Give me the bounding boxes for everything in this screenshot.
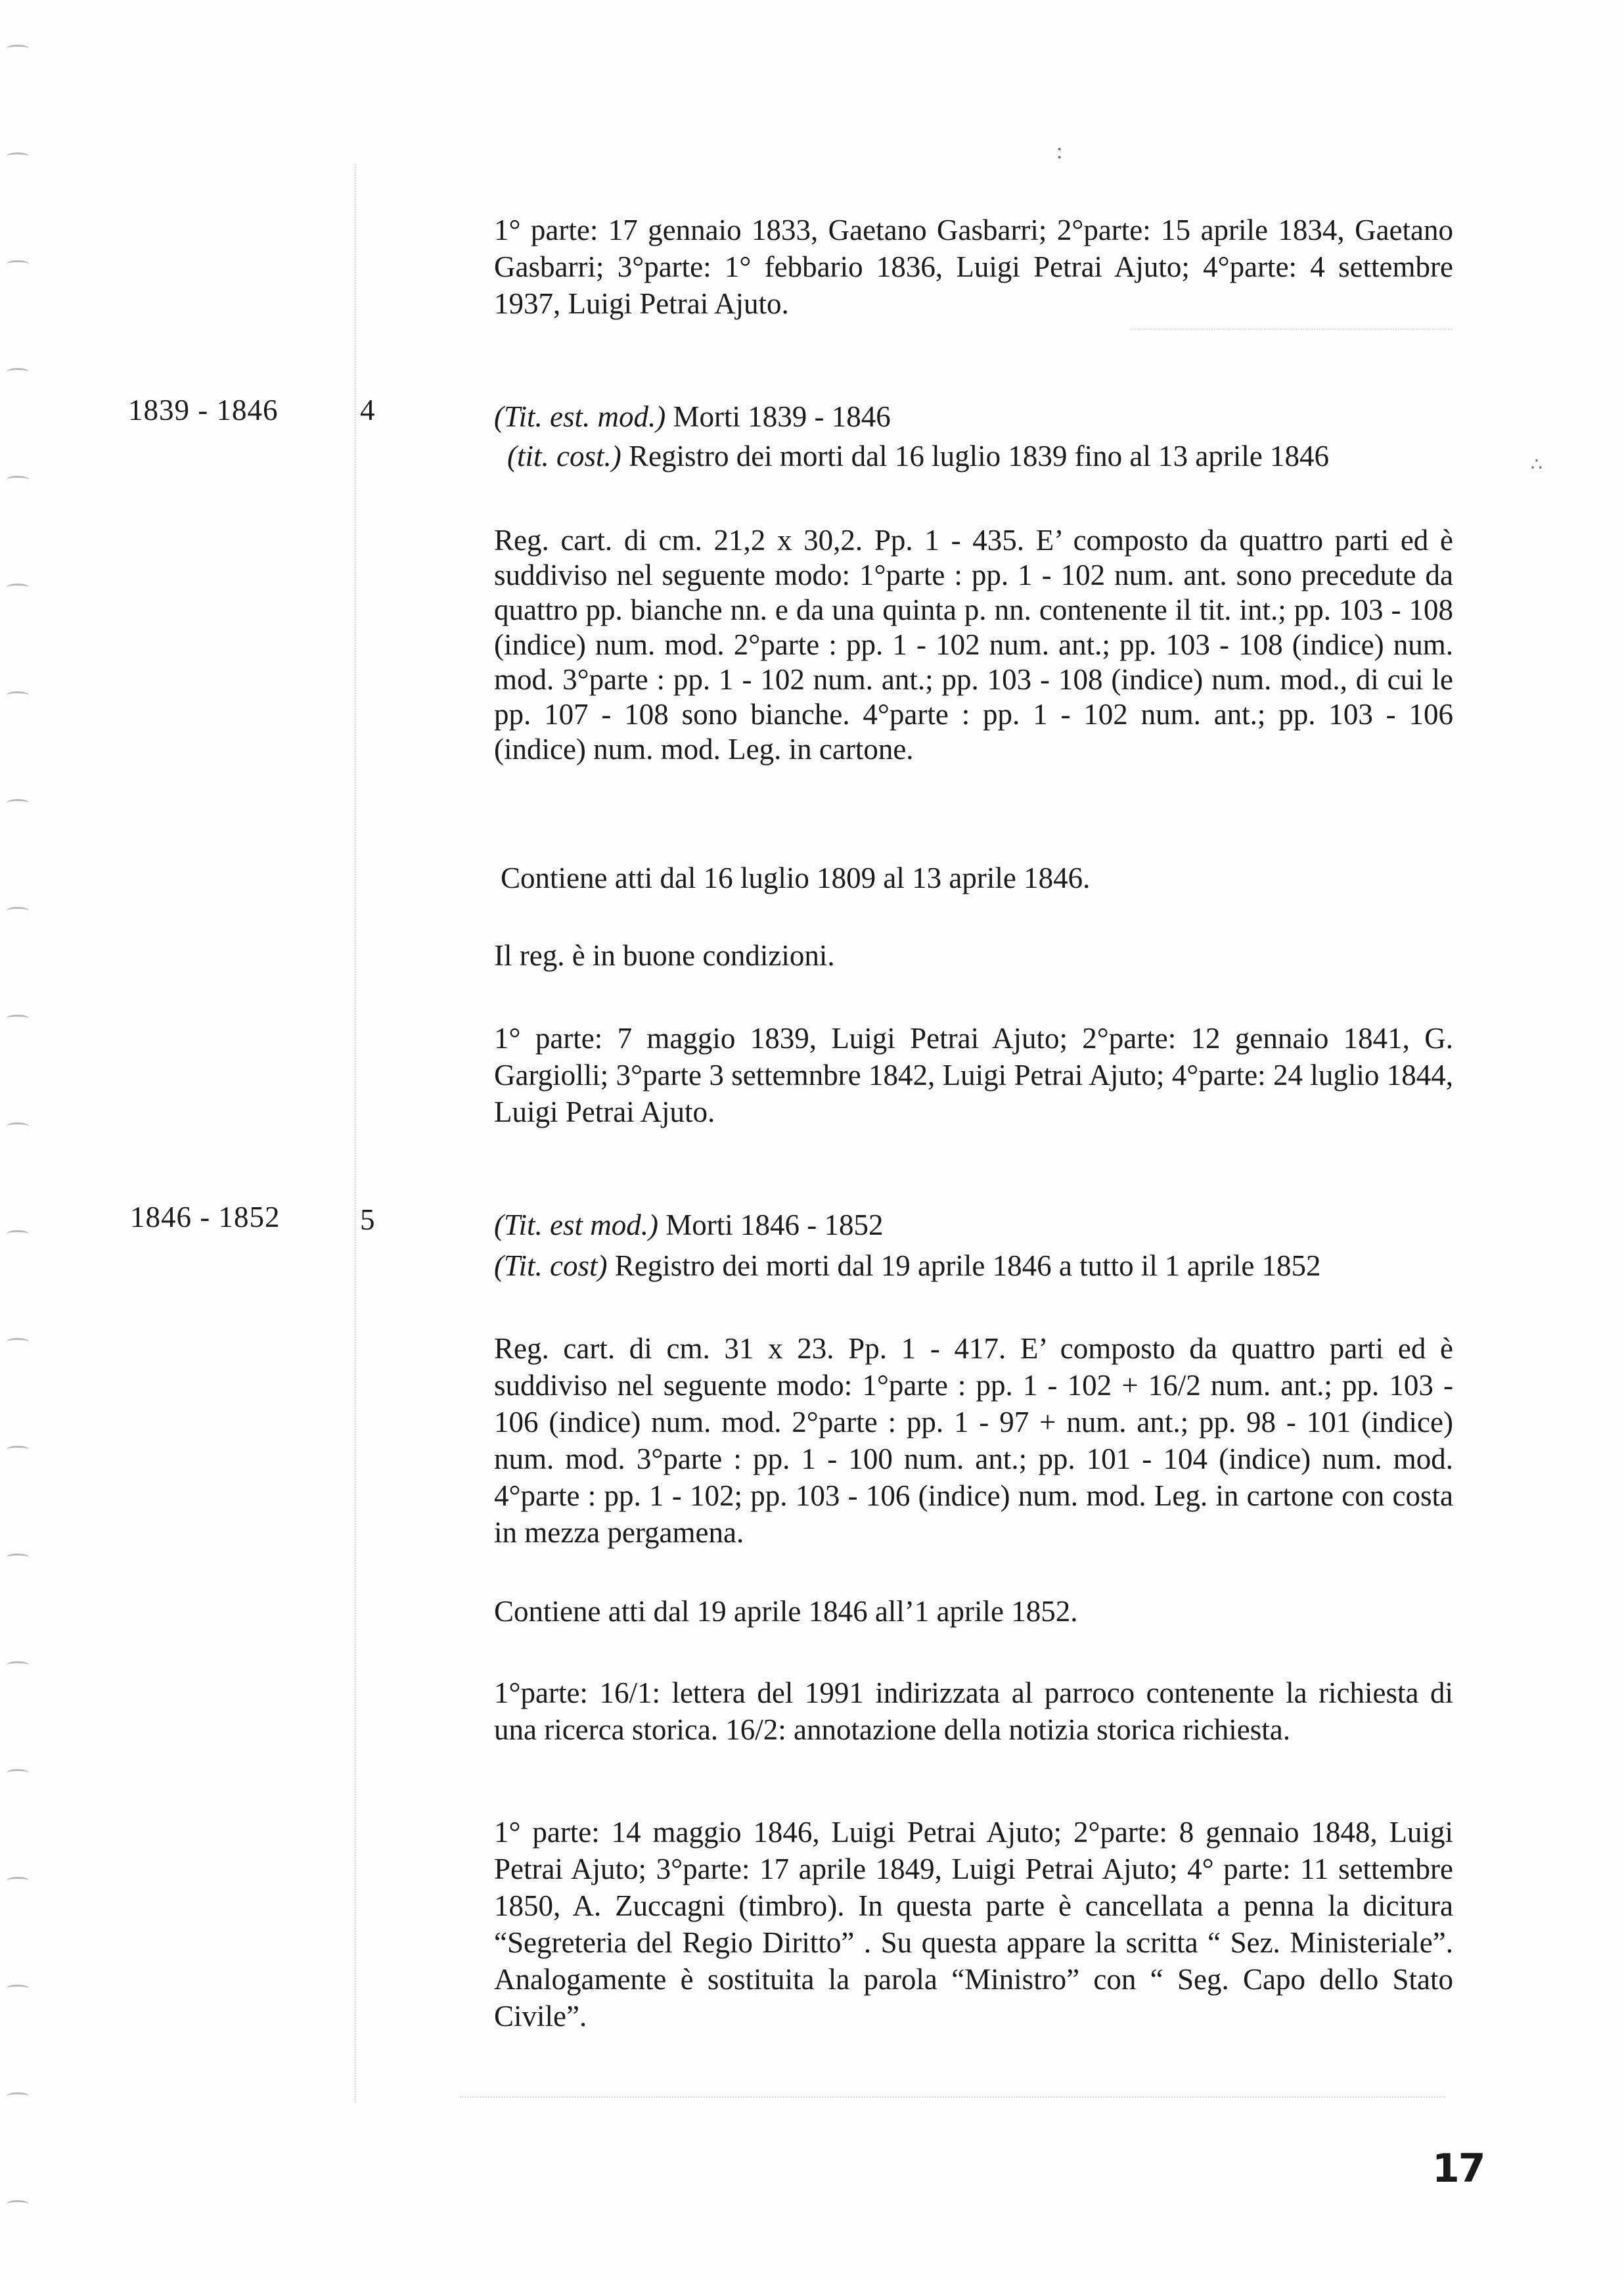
entry-signatures: 1° parte: 7 maggio 1839, Luigi Petrai Ajuto; 2°parte: 12 gennaio 1841, G. Gargiolli; 3°parte 3 settemnbre 1842, Luigi Petrai Ajuto; 4°parte: 24 luglio 1844, Luigi Petrai Ajuto. [494,1022,1453,1128]
title-modern-value: Morti 1846 - 1852 [665,1209,884,1241]
title-original-value: Registro dei morti dal 16 luglio 1839 fino al 13 aprile 1846 [628,440,1330,472]
entry-title-original [494,1247,1479,1284]
entry-date-range: 1839 - 1846 [128,394,279,426]
scan-speck: : [1056,139,1063,164]
title-modern-label: (Tit. est. mod.) [494,400,666,433]
entry-condition: Il reg. è in buone condizioni. [494,939,835,972]
previous-entry-signatures: 1° parte: 17 gennaio 1833, Gaetano Gasbarri; 2°parte: 15 aprile 1834, Gaetano Gasbarri; 3°parte: 1° febbario 1836, Luigi Petrai Ajuto; 4°parte: 4 settembre 1937, Luigi Petrai Ajuto. [494,214,1453,320]
title-original-value: Registro dei morti dal 19 aprile 1846 a tutto il 1 aprile 1852 [614,1249,1321,1282]
binder-holes [0,0,39,2279]
entry-title-modern [494,1207,1479,1243]
row-divider [1130,329,1452,330]
row-divider [460,2096,1445,2098]
entry-description: Reg. cart. di cm. 21,2 x 30,2. Pp. 1 - 435. E’ composto da quattro parti ed è suddiviso nel seguente modo: 1°parte : pp. 1 - 102 num. ant. sono precedute da quattro pp. bianche nn. e da una quinta p. nn. contenente il tit. int.; pp. 103 - 108 (indice) num. mod. 2°parte : pp. 1 - 102 num. ant.; pp. 103 - 108 (indice) num. mod. 3°parte : pp. 1 - 102 num. ant.; pp. 103 - 108 (indice) num. mod., di cui le pp. 107 - 108 sono bianche. 4°parte : pp. 1 - 102 num. ant.; pp. 103 - 106 (indice) num. mod. Leg. in cartone. [494,524,1453,766]
title-modern-value: Morti 1839 - 1846 [673,400,891,433]
entry-title-modern [494,398,1479,435]
title-original-label: (tit. cost.) [507,440,621,472]
entry-number: 5 [360,1203,375,1236]
title-original-label: (Tit. cost) [494,1249,608,1282]
page-number: 17 [1432,2146,1485,2192]
entry-contents: Contiene atti dal 16 luglio 1809 al 13 aprile 1846. [501,862,1091,894]
entry-contents: Contiene atti dal 19 aprile 1846 all’1 aprile 1852. [494,1595,1078,1628]
entry-title-original [507,438,1493,474]
entry-notes: 1°parte: 16/1: lettera del 1991 indirizzata al parroco contenente la richiesta di una ricerca storica. 16/2: annotazione della notizia storica richiesta. [494,1676,1453,1746]
entry-number: 4 [360,394,375,426]
title-modern-label: (Tit. est mod.) [494,1209,659,1241]
entry-description: Reg. cart. di cm. 31 x 23. Pp. 1 - 417. E’ composto da quattro parti ed è suddiviso nel seguente modo: 1°parte : pp. 1 - 102 + 16/2 num. ant.; pp. 103 - 106 (indice) num. mod. 2°parte : pp. 1 - 97 + num. ant.; pp. 98 - 101 (indice) num. mod. 3°parte : pp. 1 - 100 num. ant.; pp. 101 - 104 (indice) num. mod. 4°parte : pp. 1 - 102; pp. 103 - 106 (indice) num. mod. Leg. in cartone con costa in mezza pergamena. [494,1332,1453,1549]
scan-speck: ∴ [1531,455,1543,475]
entry-signatures: 1° parte: 14 maggio 1846, Luigi Petrai Ajuto; 2°parte: 8 gennaio 1848, Luigi Petrai Ajuto; 3°parte: 17 aprile 1849, Luigi Petrai Ajuto; 4° parte: 11 settembre 1850, A. Zuccagni (timbro). In questa parte è cancellata a penna la dicitura “Segreteria del Regio Diritto” . Su questa appare la scritta “ Sez. Ministeriale”. Analogamente è sostituita la parola “Ministro” con “ Seg. Capo dello Stato Civile”. [494,1816,1453,2033]
column-divider [355,164,356,2103]
entry-date-range: 1846 - 1852 [130,1201,281,1233]
